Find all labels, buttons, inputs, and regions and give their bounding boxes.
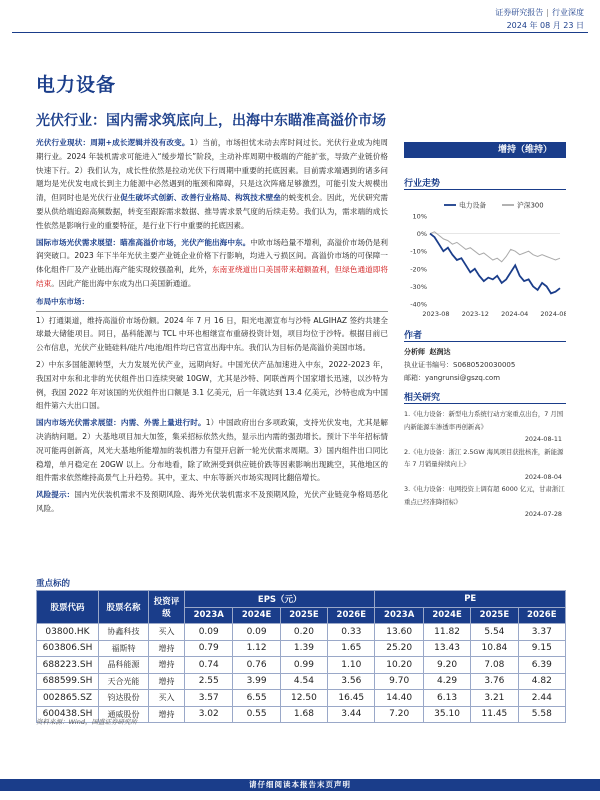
eps-value: 0.09 — [185, 624, 233, 641]
eps-value: 3.99 — [233, 673, 280, 690]
pe-value: 25.20 — [375, 640, 423, 657]
eps-value: 1.10 — [328, 657, 375, 674]
pe-value: 10.84 — [471, 640, 518, 657]
stock-row — [37, 657, 566, 674]
col-pe: PE — [375, 591, 566, 608]
stock-code: 603806.SH — [37, 640, 99, 657]
y-tick-label: -30% — [410, 282, 427, 291]
related-reports — [404, 408, 568, 521]
eps-value: 4.54 — [280, 673, 327, 690]
eps-value: 0.79 — [185, 640, 233, 657]
stock-name: 协鑫科技 — [99, 624, 149, 641]
eps-year-header: 2024E — [233, 607, 280, 624]
paragraph-risk: 风险提示：国内光伏装机需求不及预期风险、海外光伏装机需求不及预期风险，光伏产业链竞争格局恶化风险。 — [36, 490, 389, 513]
trend-chart-svg — [404, 196, 566, 320]
pe-value: 5.58 — [518, 706, 565, 723]
paragraph-status: 光伏行业现状：周期+成长逻辑并没有改变。1）当前，市场担忧未动去库时间过长。光伏行业成为纯周期行业。2024 年装机需求可能进入“缓步增长”阶段，主动补库周期中极端的产能扩张，导致产业链价格快速下行。2）我们认为，成长性依然是拉动光伏下行周期中重要的托底因素。目前需求端遇到的诸多问题均是光伏发电成长到主力能源中必然遇到的瓶颈和障碍，只是这次阵痛足够激烈，可能引发大规模出清，但同时也是光伏行业促生破坏式创新、改善行业格局、构筑技术壁垒的蜕变机会。因此，光伏研究需要从供给端追踪高频数据，转变至跟踪需求数据、推导需求景气度的后续走势。我们认为，需求端的成长性依然是影响行业的重要特征，是行业下行中重要的托底因素。 — [36, 138, 389, 230]
col-name: 股票名称 — [99, 591, 149, 624]
pe-year-header: 2024E — [423, 607, 470, 624]
stock-code: 03800.HK — [37, 624, 99, 641]
pe-value: 4.82 — [518, 673, 565, 690]
stock-name: 天合光能 — [99, 673, 149, 690]
license-number: S0680520030005 — [453, 361, 516, 369]
pe-value: 35.10 — [423, 706, 470, 723]
stock-code: 688599.SH — [37, 673, 99, 690]
pe-value: 7.08 — [471, 657, 518, 674]
stock-row — [37, 624, 566, 641]
eps-value: 6.55 — [233, 690, 280, 707]
y-tick-label: 0% — [416, 230, 427, 239]
stock-rating: 增持 — [149, 640, 185, 657]
pe-year-header: 2023A — [375, 607, 423, 624]
eps-year-header: 2026E — [328, 607, 375, 624]
header-divider — [12, 32, 588, 33]
stock-rating: 买入 — [149, 624, 185, 641]
trend-heading: 行业走势 — [404, 179, 441, 189]
x-tick-label: 2023-08 — [422, 310, 450, 318]
paragraph-mideast-2: 2）中东多国能源转型，大力发展光伏产业，远期向好。中国光伏产品加速进入中东，2022-2023 年，我国对中东和北非的光伏组件出口连续突破 10GW，尤其是沙特、阿联酋两个国家增长迅速，以沙特为例，我国 2022 年对该国的光伏组件出口额是 3.1 亿美元，后一年就达到 13.4 亿美元，沙特也成为中国组件第六大出口国。 — [36, 359, 388, 411]
pe-value: 9.15 — [518, 640, 565, 657]
eps-year-header: 2023A — [185, 607, 233, 624]
eps-value: 0.99 — [280, 657, 327, 674]
pe-value: 7.20 — [375, 706, 423, 723]
eps-value: 1.68 — [280, 706, 327, 723]
x-tick-label: 2024-04 — [501, 310, 529, 318]
trend-chart — [404, 196, 566, 320]
pe-value: 2.44 — [518, 690, 565, 707]
pe-value: 3.21 — [471, 690, 518, 707]
series-line-index — [430, 232, 560, 262]
industry-title: 电力设备 — [36, 74, 117, 96]
report-type: 证券研究报告 — [495, 8, 544, 17]
pe-value: 11.45 — [471, 706, 518, 723]
pe-value: 13.60 — [375, 624, 423, 641]
analyst-email[interactable]: yangrunsi@gszq.com — [425, 374, 501, 382]
stock-row — [37, 690, 566, 707]
eps-value: 1.65 — [328, 640, 375, 657]
y-tick-label: -20% — [410, 265, 427, 274]
related-report-item[interactable]: 3.《电力设备：电网投资上调有超 6000 亿元，甘肃浙江重点已经准降招标》 2024-07-28 — [404, 485, 565, 518]
eps-value: 1.12 — [233, 640, 280, 657]
pe-value: 13.43 — [423, 640, 470, 657]
trend-divider — [404, 189, 566, 190]
report-title: 光伏行业：国内需求筑底向上，出海中东瞄准高溢价市场 — [36, 113, 386, 129]
stock-name: 晶科能源 — [99, 657, 149, 674]
source-note: 资料来源：Wind，国盛证券研究所 — [36, 718, 137, 726]
stock-name: 福斯特 — [99, 640, 149, 657]
pe-year-header: 2026E — [518, 607, 565, 624]
eps-year-header: 2025E — [280, 607, 327, 624]
pe-value: 5.54 — [471, 624, 518, 641]
eps-value: 0.09 — [233, 624, 280, 641]
y-tick-label: 10% — [412, 212, 427, 221]
stock-code: 600438.SH — [37, 706, 99, 723]
x-tick-label: 2024-08 — [540, 310, 566, 318]
report-date: 2024 年 08 月 23 日 — [506, 21, 584, 30]
pe-value: 14.40 — [375, 690, 423, 707]
legend-label: 沪深300 — [517, 201, 544, 210]
col-eps: EPS（元） — [185, 591, 375, 608]
pe-value: 10.20 — [375, 657, 423, 674]
eps-value: 0.74 — [185, 657, 233, 674]
stock-rating: 增持 — [149, 657, 185, 674]
header-meta: 证券研究报告 | 行业深度 2024 年 08 月 23 日 — [495, 8, 584, 30]
related-heading: 相关研究 — [404, 393, 441, 403]
stock-row — [37, 673, 566, 690]
eps-value: 3.56 — [328, 673, 375, 690]
paragraph-domestic: 国内市场光伏需求展望：内需、外需上量进行时。1）中国政府出台多项政策，支持光伏发电，尤其是解决消纳问题。2）大基地项目加大加签，集采招标依然火热，显示出内需的强劲增长。预计下半年招标情况可能再创新高，风光大基地所能增加的装机潜力有望开启新一轮光伏需求周期。3）国内组件出口同比稳增，单月稳定在 20GW 以上。分布地看，除了欧洲受到供应链价跌等因素影响出现跳空，其他地区的组件需求依然维持高景气上升趋势。其中，亚太、中东等新兴市场实现同比翻倍增长。 — [36, 418, 388, 483]
stock-row — [37, 640, 566, 657]
pe-value: 3.37 — [518, 624, 565, 641]
eps-value: 1.39 — [280, 640, 327, 657]
paragraph-international: 国际市场光伏需求展望：瞄准高溢价市场，光伏产能出海中东。中欧市场趋量不增利，高溢价市场仍是利润突破口。2023 年下半年光伏主要产业链企业价格下行影响，均进入亏损区间。高溢价市场的可保障一体化组件厂及产业链出海产能实现较强盈利，此外，东南亚绕道出口美国带来超额盈利，但绿色通道即将结束。因此产能出海中东成为出口美国新通道。 — [36, 237, 388, 288]
eps-value: 0.20 — [280, 624, 327, 641]
paragraph-mideast-1: 1）打通渠道，维持高溢价市场份额。2024 年 7 月 16 日，阳光电源宣布与沙特 ALGIHAZ 签约共建全球最大储能项目。同日，晶科能源与 TCL 中环也相继宣布重磅投资计划，项目均位于沙特。根据目前已公布信息，光伏产业链硅料/硅片/电池/组件均已官宣出海中东。我们认为目标仍是高溢价美国市场。 — [36, 315, 388, 353]
eps-value: 3.57 — [185, 690, 233, 707]
stock-rating: 买入 — [149, 690, 185, 707]
y-tick-label: -10% — [410, 247, 427, 256]
author-heading: 作者 — [404, 331, 423, 341]
stock-code: 688223.SH — [37, 657, 99, 674]
stocks-heading: 重点标的 — [36, 579, 71, 589]
author-info: 分析师 赵润达 执业证书编号：S0680520030005 邮箱：yangrunsi@gszq.com — [404, 348, 516, 382]
eps-value: 0.55 — [233, 706, 280, 723]
related-divider — [404, 403, 566, 404]
x-tick-label: 2023-12 — [461, 310, 489, 318]
stock-rating: 增持 — [149, 706, 185, 723]
eps-value: 12.50 — [280, 690, 327, 707]
pe-value: 6.13 — [423, 690, 470, 707]
col-code: 股票代码 — [37, 591, 99, 624]
stock-rating: 增持 — [149, 673, 185, 690]
pe-value: 4.29 — [423, 673, 470, 690]
eps-value: 0.76 — [233, 657, 280, 674]
eps-value: 3.44 — [328, 706, 375, 723]
related-report-item[interactable]: 2.《电力设备：浙江 2.5GW 海风项目获批核准，新能源车 7 月销量持续向上》 2024-08-04 — [404, 447, 564, 481]
series-line-sector — [430, 234, 560, 294]
pe-value: 3.76 — [471, 673, 518, 690]
analyst-name: 赵润达 — [429, 348, 451, 356]
rating-badge: 增持（维持） — [404, 142, 566, 158]
related-report-item[interactable]: 1.《电力设备：新型电力系统行动方案重点出台，7 月国内新能源车渗透率再创新高》 2024-08-11 — [404, 410, 564, 443]
stock-code: 002865.SZ — [37, 690, 99, 707]
y-tick-label: -40% — [410, 300, 427, 309]
author-divider — [404, 341, 566, 342]
pe-value: 11.82 — [423, 624, 470, 641]
pe-value: 9.70 — [375, 673, 423, 690]
footer-disclaimer: 请仔细阅读本报告末页声明 — [0, 779, 600, 791]
stock-name: 通威股份 — [99, 706, 149, 723]
report-category: 行业深度 — [552, 8, 584, 17]
eps-value: 16.45 — [328, 690, 375, 707]
section-divider — [36, 311, 388, 312]
eps-value: 3.02 — [185, 706, 233, 723]
main-text-column — [36, 136, 388, 519]
eps-value: 2.55 — [185, 673, 233, 690]
pe-year-header: 2025E — [471, 607, 518, 624]
pe-value: 9.20 — [423, 657, 470, 674]
stocks-table — [36, 590, 566, 723]
section-title-mideast: 布局中东市场： — [36, 296, 90, 306]
stock-name: 钧达股份 — [99, 690, 149, 707]
col-rating: 投资评级 — [149, 591, 185, 624]
pe-value: 6.39 — [518, 657, 565, 674]
legend-label: 电力设备 — [459, 201, 487, 210]
eps-value: 0.33 — [328, 624, 375, 641]
